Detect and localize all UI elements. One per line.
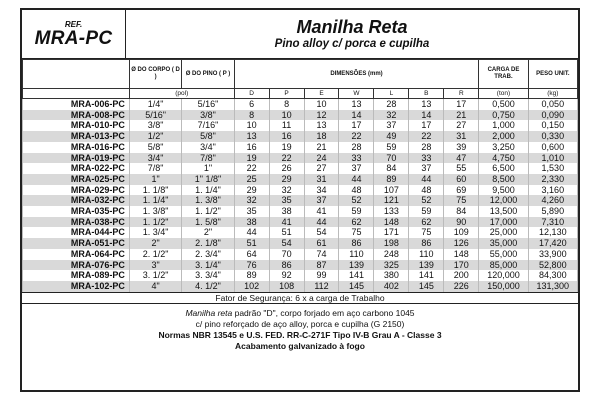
sheet-title: Manilha Reta — [296, 17, 408, 37]
unit-kg: (kg) — [528, 89, 577, 99]
row-ref-cell: MRA-022-PC — [23, 163, 130, 174]
table-cell: 3. 3/4" — [182, 270, 234, 281]
notes-block — [22, 304, 578, 352]
table-cell: 17,000 — [479, 217, 528, 228]
table-cell: 7/8" — [182, 153, 234, 164]
table-cell: 24 — [304, 153, 339, 164]
table-cell: 4,260 — [528, 195, 577, 206]
table-row — [23, 270, 578, 281]
table-cell: 0,500 — [479, 99, 528, 110]
table-cell: 1. 1/4" — [129, 195, 181, 206]
table-cell: 112 — [304, 281, 339, 292]
table-cell: 10 — [304, 99, 339, 110]
table-cell: 120,000 — [479, 270, 528, 281]
table-cell: 48 — [409, 185, 444, 196]
table-cell: 31 — [444, 131, 479, 142]
table-cell: 48 — [339, 185, 374, 196]
table-cell: 2. 1/8" — [182, 238, 234, 249]
table-cell: 3/4" — [129, 153, 181, 164]
unit-l: L — [374, 89, 409, 99]
corpo-header: Ø DO CORPO ( D ) — [129, 60, 181, 89]
table-cell: 69 — [444, 185, 479, 196]
table-cell: 17 — [339, 120, 374, 131]
table-cell: 89 — [234, 270, 269, 281]
table-cell: 52 — [409, 195, 444, 206]
table-cell: 7/16" — [182, 120, 234, 131]
table-cell: 150,000 — [479, 281, 528, 292]
row-ref-cell: MRA-025-PC — [23, 174, 130, 185]
table-cell: 4" — [129, 281, 181, 292]
table-cell: 86 — [409, 238, 444, 249]
table-cell: 145 — [409, 281, 444, 292]
table-cell: 1. 3/8" — [129, 206, 181, 217]
table-cell: 59 — [374, 142, 409, 153]
table-cell: 55 — [444, 163, 479, 174]
table-cell: 52 — [339, 195, 374, 206]
table-cell: 3,160 — [528, 185, 577, 196]
reference-box — [22, 10, 126, 58]
table-cell: 2. 3/4" — [182, 249, 234, 260]
table-row — [23, 227, 578, 238]
table-cell: 3/4" — [182, 142, 234, 153]
table-cell: 52,800 — [528, 260, 577, 271]
table-cell: 139 — [339, 260, 374, 271]
table-cell: 21 — [444, 110, 479, 121]
unit-blank — [23, 89, 130, 99]
table-cell: 14 — [339, 110, 374, 121]
table-cell: 108 — [269, 281, 304, 292]
table-cell: 200 — [444, 270, 479, 281]
table-cell: 4,750 — [479, 153, 528, 164]
table-cell: 5/8" — [182, 131, 234, 142]
row-ref-cell: MRA-032-PC — [23, 195, 130, 206]
row-ref-cell: MRA-044-PC — [23, 227, 130, 238]
table-cell: 17 — [409, 120, 444, 131]
unit-r: R — [444, 89, 479, 99]
table-cell: 0,600 — [528, 142, 577, 153]
table-cell: 8,500 — [479, 174, 528, 185]
table-row — [23, 249, 578, 260]
table-cell: 2,000 — [479, 131, 528, 142]
table-cell: 35 — [269, 195, 304, 206]
note-line-1-rest: padrão "D", corpo forjado em aço carbono 1045 — [232, 307, 415, 318]
table-cell: 1. 3/8" — [182, 195, 234, 206]
table-cell: 133 — [374, 206, 409, 217]
table-row — [23, 120, 578, 131]
product-spec-sheet — [20, 8, 580, 392]
row-ref-cell: MRA-064-PC — [23, 249, 130, 260]
ref-label: REF. — [64, 19, 83, 29]
table-cell: 75 — [444, 195, 479, 206]
table-cell: 19 — [234, 153, 269, 164]
table-row — [23, 174, 578, 185]
table-row — [23, 142, 578, 153]
table-cell: 28 — [374, 99, 409, 110]
table-cell: 12,000 — [479, 195, 528, 206]
table-cell: 0,090 — [528, 110, 577, 121]
table-cell: 9,500 — [479, 185, 528, 196]
table-cell: 87 — [304, 260, 339, 271]
table-cell: 21 — [304, 142, 339, 153]
table-row — [23, 217, 578, 228]
table-cell: 226 — [444, 281, 479, 292]
table-cell: 3" — [129, 260, 181, 271]
unit-d: D — [234, 89, 269, 99]
ref-code: MRA-PC — [34, 27, 113, 49]
table-cell: 1,530 — [528, 163, 577, 174]
table-cell: 35 — [234, 206, 269, 217]
table-cell: 171 — [374, 227, 409, 238]
unit-p: P — [269, 89, 304, 99]
row-ref-cell: MRA-102-PC — [23, 281, 130, 292]
table-cell: 131,300 — [528, 281, 577, 292]
row-ref-cell: MRA-016-PC — [23, 142, 130, 153]
table-cell: 4. 1/2" — [182, 281, 234, 292]
note-line-1 — [22, 308, 578, 319]
table-row — [23, 281, 578, 292]
table-cell: 2" — [129, 238, 181, 249]
table-cell: 47 — [444, 153, 479, 164]
table-cell: 35,000 — [479, 238, 528, 249]
table-cell: 44 — [304, 217, 339, 228]
table-cell: 92 — [269, 270, 304, 281]
table-cell: 18 — [304, 131, 339, 142]
table-cell: 1. 5/8" — [182, 217, 234, 228]
table-cell: 29 — [234, 185, 269, 196]
table-cell: 41 — [304, 206, 339, 217]
table-row — [23, 195, 578, 206]
note-line-4: Acabamento galvanizado à fogo — [235, 340, 365, 351]
table-cell: 148 — [374, 217, 409, 228]
carga-header: CARGA DE TRAB. — [479, 60, 528, 89]
table-cell: 54 — [304, 227, 339, 238]
table-cell: 75 — [409, 227, 444, 238]
peso-header: PESO UNIT. — [528, 60, 577, 89]
table-cell: 126 — [444, 238, 479, 249]
table-cell: 5,890 — [528, 206, 577, 217]
table-cell: 27 — [444, 120, 479, 131]
unit-b: B — [409, 89, 444, 99]
table-cell: 62 — [339, 217, 374, 228]
note-italic: Manilha reta — [185, 307, 233, 318]
table-cell: 26 — [269, 163, 304, 174]
table-cell: 37 — [304, 195, 339, 206]
table-cell: 22 — [234, 163, 269, 174]
table-row — [23, 110, 578, 121]
table-cell: 1/2" — [129, 131, 181, 142]
table-cell: 1/4" — [129, 99, 181, 110]
table-cell: 1. 1/8" — [129, 185, 181, 196]
note-line-3: Normas NBR 13545 e U.S. FED. RR-C-271F Tipo IV-B Grau A - Classe 3 — [158, 329, 442, 340]
row-ref-cell: MRA-008-PC — [23, 110, 130, 121]
unit-pol: (pol) — [129, 89, 234, 99]
table-cell: 86 — [269, 260, 304, 271]
row-ref-cell: MRA-006-PC — [23, 99, 130, 110]
table-cell: 44 — [339, 174, 374, 185]
table-cell: 28 — [409, 142, 444, 153]
table-cell: 89 — [374, 174, 409, 185]
table-cell: 11 — [269, 120, 304, 131]
table-cell: 148 — [444, 249, 479, 260]
unit-e: E — [304, 89, 339, 99]
pino-header: Ø DO PINO ( P ) — [182, 60, 234, 89]
table-cell: 17,420 — [528, 238, 577, 249]
table-cell: 28 — [339, 142, 374, 153]
table-cell: 37 — [374, 120, 409, 131]
table-cell: 19 — [269, 142, 304, 153]
table-cell: 2,330 — [528, 174, 577, 185]
spec-table — [22, 59, 578, 292]
table-cell: 10 — [269, 110, 304, 121]
table-cell: 84,300 — [528, 270, 577, 281]
table-cell: 14 — [409, 110, 444, 121]
table-cell: 3. 1/4" — [182, 260, 234, 271]
table-cell: 1. 1/4" — [182, 185, 234, 196]
table-cell: 37 — [339, 163, 374, 174]
table-cell: 8 — [234, 110, 269, 121]
table-cell: 139 — [409, 260, 444, 271]
table-cell: 32 — [269, 185, 304, 196]
table-cell: 141 — [339, 270, 374, 281]
table-cell: 325 — [374, 260, 409, 271]
table-cell: 51 — [234, 238, 269, 249]
table-cell: 84 — [374, 163, 409, 174]
table-cell: 22 — [269, 153, 304, 164]
table-row — [23, 163, 578, 174]
table-cell: 380 — [374, 270, 409, 281]
table-cell: 38 — [234, 217, 269, 228]
table-cell: 13,500 — [479, 206, 528, 217]
table-row — [23, 206, 578, 217]
table-cell: 62 — [409, 217, 444, 228]
table-cell: 0,150 — [528, 120, 577, 131]
table-cell: 61 — [304, 238, 339, 249]
table-cell: 70 — [269, 249, 304, 260]
title-box — [126, 10, 578, 58]
table-row — [23, 260, 578, 271]
table-cell: 39 — [444, 142, 479, 153]
table-cell: 0,050 — [528, 99, 577, 110]
dimensoes-header: DIMENSÕES (mm) — [234, 60, 479, 89]
table-cell: 41 — [269, 217, 304, 228]
table-cell: 141 — [409, 270, 444, 281]
table-cell: 16 — [234, 142, 269, 153]
row-ref-cell: MRA-051-PC — [23, 238, 130, 249]
table-cell: 59 — [409, 206, 444, 217]
table-cell: 5/16" — [129, 110, 181, 121]
table-cell: 170 — [444, 260, 479, 271]
table-cell: 109 — [444, 227, 479, 238]
table-cell: 6 — [234, 99, 269, 110]
table-cell: 3. 1/2" — [129, 270, 181, 281]
table-cell: 121 — [374, 195, 409, 206]
table-cell: 0,330 — [528, 131, 577, 142]
table-cell: 13 — [234, 131, 269, 142]
table-cell: 0,750 — [479, 110, 528, 121]
table-cell: 13 — [409, 99, 444, 110]
table-cell: 198 — [374, 238, 409, 249]
table-cell: 27 — [304, 163, 339, 174]
table-cell: 49 — [374, 131, 409, 142]
table-cell: 3/8" — [129, 120, 181, 131]
table-cell: 25,000 — [479, 227, 528, 238]
table-cell: 86 — [339, 238, 374, 249]
table-cell: 51 — [269, 227, 304, 238]
table-cell: 75 — [339, 227, 374, 238]
row-ref-cell: MRA-038-PC — [23, 217, 130, 228]
table-row — [23, 238, 578, 249]
table-cell: 60 — [444, 174, 479, 185]
row-ref-cell: MRA-089-PC — [23, 270, 130, 281]
table-cell: 145 — [339, 281, 374, 292]
table-cell: 248 — [374, 249, 409, 260]
table-cell: 31 — [304, 174, 339, 185]
row-ref-cell: MRA-013-PC — [23, 131, 130, 142]
table-cell: 29 — [269, 174, 304, 185]
table-cell: 1,000 — [479, 120, 528, 131]
table-cell: 1. 1/2" — [129, 217, 181, 228]
table-cell: 3,250 — [479, 142, 528, 153]
table-cell: 32 — [374, 110, 409, 121]
table-cell: 5/8" — [129, 142, 181, 153]
table-cell: 84 — [444, 206, 479, 217]
table-row — [23, 185, 578, 196]
table-cell: 107 — [374, 185, 409, 196]
sheet-header — [22, 10, 578, 59]
table-cell: 44 — [409, 174, 444, 185]
unit-w: W — [339, 89, 374, 99]
table-cell: 99 — [304, 270, 339, 281]
table-cell: 5/16" — [182, 99, 234, 110]
table-cell: 34 — [304, 185, 339, 196]
table-cell: 402 — [374, 281, 409, 292]
table-row — [23, 131, 578, 142]
table-cell: 17 — [444, 99, 479, 110]
spec-table-body — [23, 99, 578, 292]
table-cell: 33 — [339, 153, 374, 164]
table-cell: 3/8" — [182, 110, 234, 121]
table-cell: 32 — [234, 195, 269, 206]
table-cell: 1,010 — [528, 153, 577, 164]
row-ref-cell: MRA-076-PC — [23, 260, 130, 271]
table-row — [23, 153, 578, 164]
table-cell: 2. 1/2" — [129, 249, 181, 260]
table-cell: 90 — [444, 217, 479, 228]
table-cell: 33,900 — [528, 249, 577, 260]
table-cell: 55,000 — [479, 249, 528, 260]
table-cell: 33 — [409, 153, 444, 164]
table-cell: 64 — [234, 249, 269, 260]
table-cell: 102 — [234, 281, 269, 292]
table-cell: 22 — [409, 131, 444, 142]
table-cell: 1" — [182, 163, 234, 174]
table-cell: 37 — [409, 163, 444, 174]
table-cell: 16 — [269, 131, 304, 142]
note-line-2: c/ pino reforçado de aço alloy, porca e cupilha (G 2150) — [195, 318, 405, 329]
table-cell: 25 — [234, 174, 269, 185]
table-cell: 1" 1/8" — [182, 174, 234, 185]
table-cell: 2" — [182, 227, 234, 238]
safety-factor: Fator de Segurança: 6 x a carga de Trabalho — [22, 292, 578, 304]
table-cell: 38 — [269, 206, 304, 217]
table-cell: 6,500 — [479, 163, 528, 174]
table-cell: 13 — [304, 120, 339, 131]
table-cell: 8 — [269, 99, 304, 110]
table-cell: 1. 1/2" — [182, 206, 234, 217]
row-ref-cell: MRA-029-PC — [23, 185, 130, 196]
row-ref-cell: MRA-019-PC — [23, 153, 130, 164]
table-cell: 7,310 — [528, 217, 577, 228]
sheet-subtitle: Pino alloy c/ porca e cupilha — [274, 38, 430, 50]
table-cell: 1. 3/4" — [129, 227, 181, 238]
table-cell: 85,000 — [479, 260, 528, 271]
row-ref-cell: MRA-035-PC — [23, 206, 130, 217]
table-cell: 12 — [304, 110, 339, 121]
table-cell: 1" — [129, 174, 181, 185]
table-cell: 7/8" — [129, 163, 181, 174]
table-cell: 110 — [339, 249, 374, 260]
ref-header-cell — [23, 60, 130, 89]
table-cell: 44 — [234, 227, 269, 238]
unit-ton: (ton) — [479, 89, 528, 99]
table-cell: 74 — [304, 249, 339, 260]
table-cell: 70 — [374, 153, 409, 164]
table-cell: 12,130 — [528, 227, 577, 238]
row-ref-cell: MRA-010-PC — [23, 120, 130, 131]
table-cell: 54 — [269, 238, 304, 249]
table-cell: 10 — [234, 120, 269, 131]
table-cell: 110 — [409, 249, 444, 260]
table-cell: 22 — [339, 131, 374, 142]
table-cell: 76 — [234, 260, 269, 271]
table-row — [23, 99, 578, 110]
table-cell: 59 — [339, 206, 374, 217]
table-cell: 13 — [339, 99, 374, 110]
